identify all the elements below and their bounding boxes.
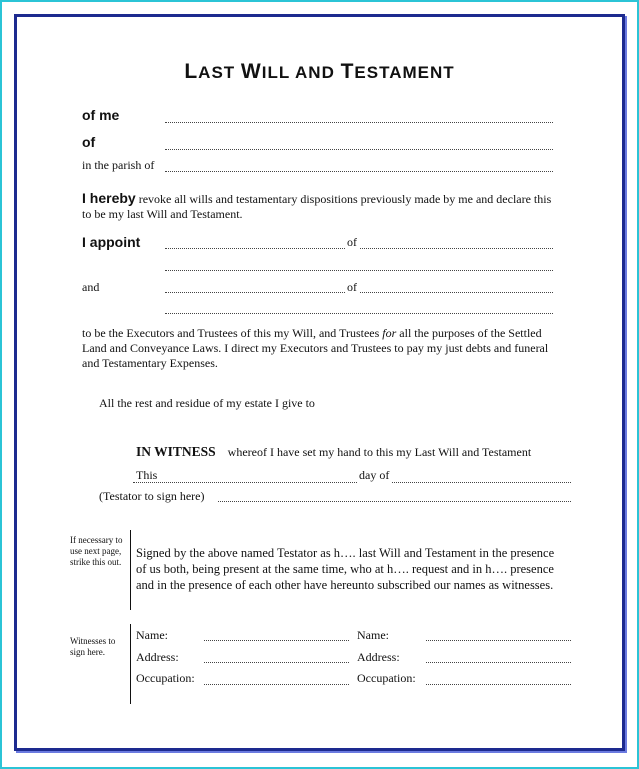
witness2-occupation-line[interactable] <box>426 684 571 685</box>
parish-line[interactable] <box>165 171 553 172</box>
this-label: This <box>136 468 158 482</box>
appoint-address-line[interactable] <box>165 270 553 271</box>
day-of-label: day of <box>359 468 390 482</box>
executors-line3: and Testamentary Expenses. <box>82 356 218 370</box>
hereby-paragraph <box>82 190 551 207</box>
hereby-bold: I hereby <box>82 190 136 206</box>
and-line[interactable] <box>165 292 553 293</box>
witnesses-note: Witnesses to sign here. <box>70 636 116 657</box>
and-label: and <box>82 280 100 294</box>
signed-line1: Signed by the above named Testator as h…. last Will and Testament in the presence <box>136 546 555 560</box>
witness1-name-label: Name: <box>136 628 168 642</box>
signed-line3: and in the presence of each other have hereunto subscribed our names as witnesses. <box>136 578 554 592</box>
of-me-line[interactable] <box>165 122 553 123</box>
hereby-line2: to be my last Will and Testament. <box>82 207 243 221</box>
appoint-label: I appoint <box>82 234 141 250</box>
testator-signature-line[interactable] <box>218 501 571 502</box>
witness1-occupation-line[interactable] <box>204 684 349 685</box>
of-label: of <box>82 134 96 150</box>
parish-label: in the parish of <box>82 158 155 172</box>
residue-text: All the rest and residue of my estate I give to <box>99 396 315 410</box>
witness2-occupation-label: Occupation: <box>357 671 416 685</box>
signed-line2: of us both, being present at the same time, who at h…. request and in h…. presence <box>136 562 554 576</box>
witness1-name-line[interactable] <box>204 640 349 641</box>
in-witness-line <box>136 443 531 461</box>
if-necessary-note: If necessary to use next page, strike this out. <box>70 535 123 567</box>
testator-sign-label: (Testator to sign here) <box>99 489 205 503</box>
document-title: LAST WILL AND TESTAMENT <box>184 60 455 83</box>
date-line[interactable] <box>133 482 571 483</box>
witness2-address-line[interactable] <box>426 662 571 663</box>
and-address-line[interactable] <box>165 313 553 314</box>
witness2-name-line[interactable] <box>426 640 571 641</box>
executors-line1: to be the Executors and Trustees of this my Will, and Trustees for all the purposes of the Settled <box>82 326 542 340</box>
witness2-name-label: Name: <box>357 628 389 642</box>
of-me-label: of me <box>82 107 120 123</box>
witness2-address-label: Address: <box>357 650 400 664</box>
in-witness-bold: IN WITNESS <box>136 444 216 459</box>
executors-line2: Land and Conveyance Laws. I direct my Executors and Trustees to pay my just debts and funeral <box>82 341 549 355</box>
witness1-address-line[interactable] <box>204 662 349 663</box>
signed-divider <box>130 530 131 610</box>
witness1-address-label: Address: <box>136 650 179 664</box>
witness1-occupation-label: Occupation: <box>136 671 195 685</box>
and-of-label: of <box>347 280 357 294</box>
of-line[interactable] <box>165 149 553 150</box>
in-witness-text: whereof I have set my hand to this my Last Will and Testament <box>227 445 532 459</box>
appoint-of-label: of <box>347 235 357 249</box>
appoint-line[interactable] <box>165 248 553 249</box>
hereby-text: revoke all wills and testamentary dispositions previously made by me and declare this <box>135 192 552 206</box>
witness-divider <box>130 624 131 704</box>
